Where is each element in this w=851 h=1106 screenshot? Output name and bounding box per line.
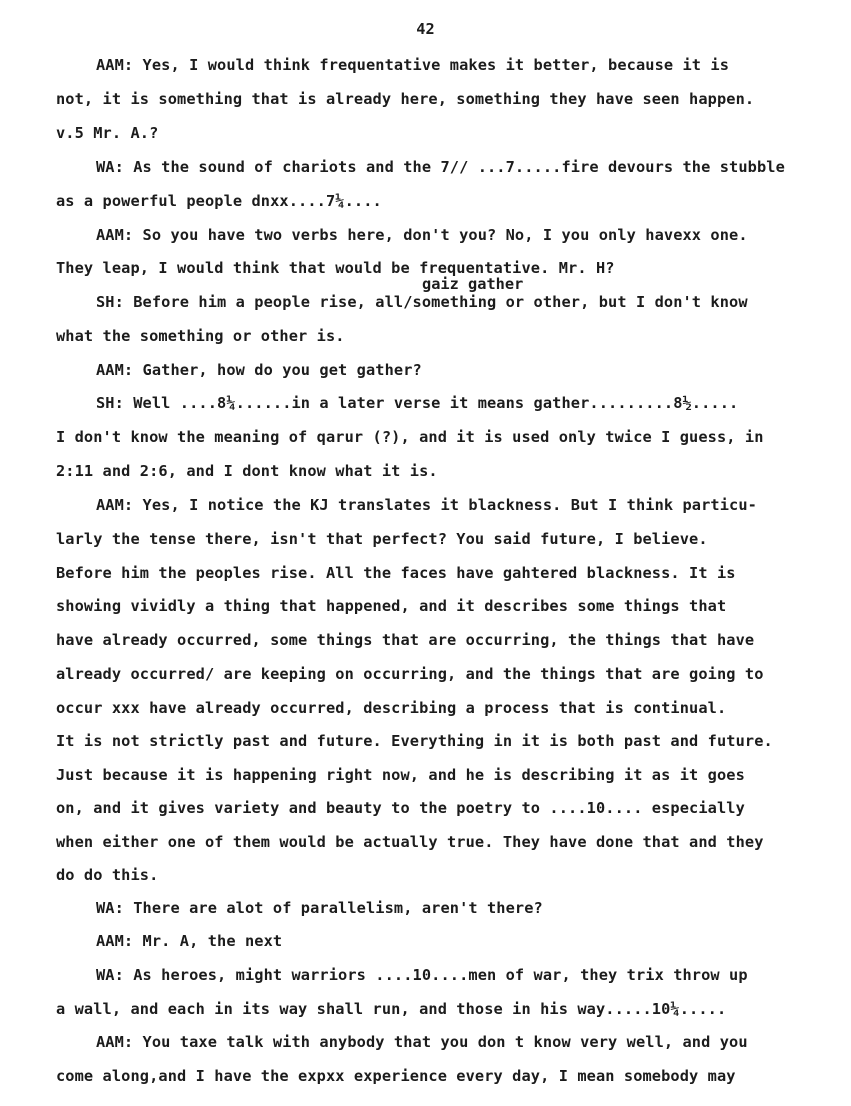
text-line: SH: Before him a people rise, all/something or other, but I don't know — [96, 293, 748, 311]
page-number: 42 — [416, 20, 435, 38]
text-line: I don't know the meaning of qarur (?), and it is used only twice I guess, in — [56, 428, 764, 446]
text-line: occur xxx have already occurred, describing a process that is continual. — [56, 699, 727, 717]
text-line: v.5 Mr. A.? — [56, 124, 159, 142]
text-line: when either one of them would be actually true. They have done that and they — [56, 833, 764, 851]
text-line: Just because it is happening right now, and he is describing it as it goes — [56, 766, 745, 784]
text-line: come along,and I have the expxx experience every day, I mean somebody may — [56, 1067, 736, 1085]
text-line: not, it is something that is already here, something they have seen happen. — [56, 90, 755, 108]
text-line: WA: As heroes, might warriors ....10....men of war, they trix throw up — [96, 966, 748, 984]
text-line: It is not strictly past and future. Everything in it is both past and future. — [56, 732, 773, 750]
text-line: AAM: Mr. A, the next — [96, 932, 283, 950]
text-line: WA: There are alot of parallelism, aren't there? — [96, 899, 543, 917]
text-line: SH: Well ....8¼......in a later verse it means gather.........8½..... — [96, 394, 739, 412]
interlinear-correction: gaiz gather — [422, 275, 524, 293]
text-line: larly the tense there, isn't that perfect? You said future, I believe. — [56, 530, 708, 548]
text-line: AAM: Gather, how do you get gather? — [96, 361, 422, 379]
text-line: showing vividly a thing that happened, and it describes some things that — [56, 597, 727, 615]
text-line: a wall, and each in its way shall run, and those in his way.....10¼..... — [56, 1000, 727, 1018]
text-line: AAM: Yes, I would think frequentative makes it better, because it is — [96, 56, 730, 74]
text-line: AAM: Yes, I notice the KJ translates it blackness. But I think particu- — [96, 496, 757, 514]
text-line: They leap, I would think that would be frequentative. Mr. H? — [56, 259, 615, 277]
text-line: AAM: You taxe talk with anybody that you don t know very well, and you — [96, 1033, 748, 1051]
text-line: as a powerful people dnxx....7¼.... — [56, 192, 382, 210]
text-line: what the something or other is. — [56, 327, 345, 345]
text-line: AAM: So you have two verbs here, don't you? No, I you only havexx one. — [96, 226, 748, 244]
text-line: already occurred/ are keeping on occurring, and the things that are going to — [56, 665, 764, 683]
text-line: have already occurred, some things that are occurring, the things that have — [56, 631, 755, 649]
text-line: WA: As the sound of chariots and the 7// ...7.....fire devours the stubble — [96, 158, 785, 176]
text-line: Before him the peoples rise. All the faces have gahtered blackness. It is — [56, 564, 736, 582]
text-line: on, and it gives variety and beauty to the poetry to ....10.... especially — [56, 799, 745, 817]
text-line: 2:11 and 2:6, and I dont know what it is. — [56, 462, 438, 480]
text-line: do do this. — [56, 866, 159, 884]
